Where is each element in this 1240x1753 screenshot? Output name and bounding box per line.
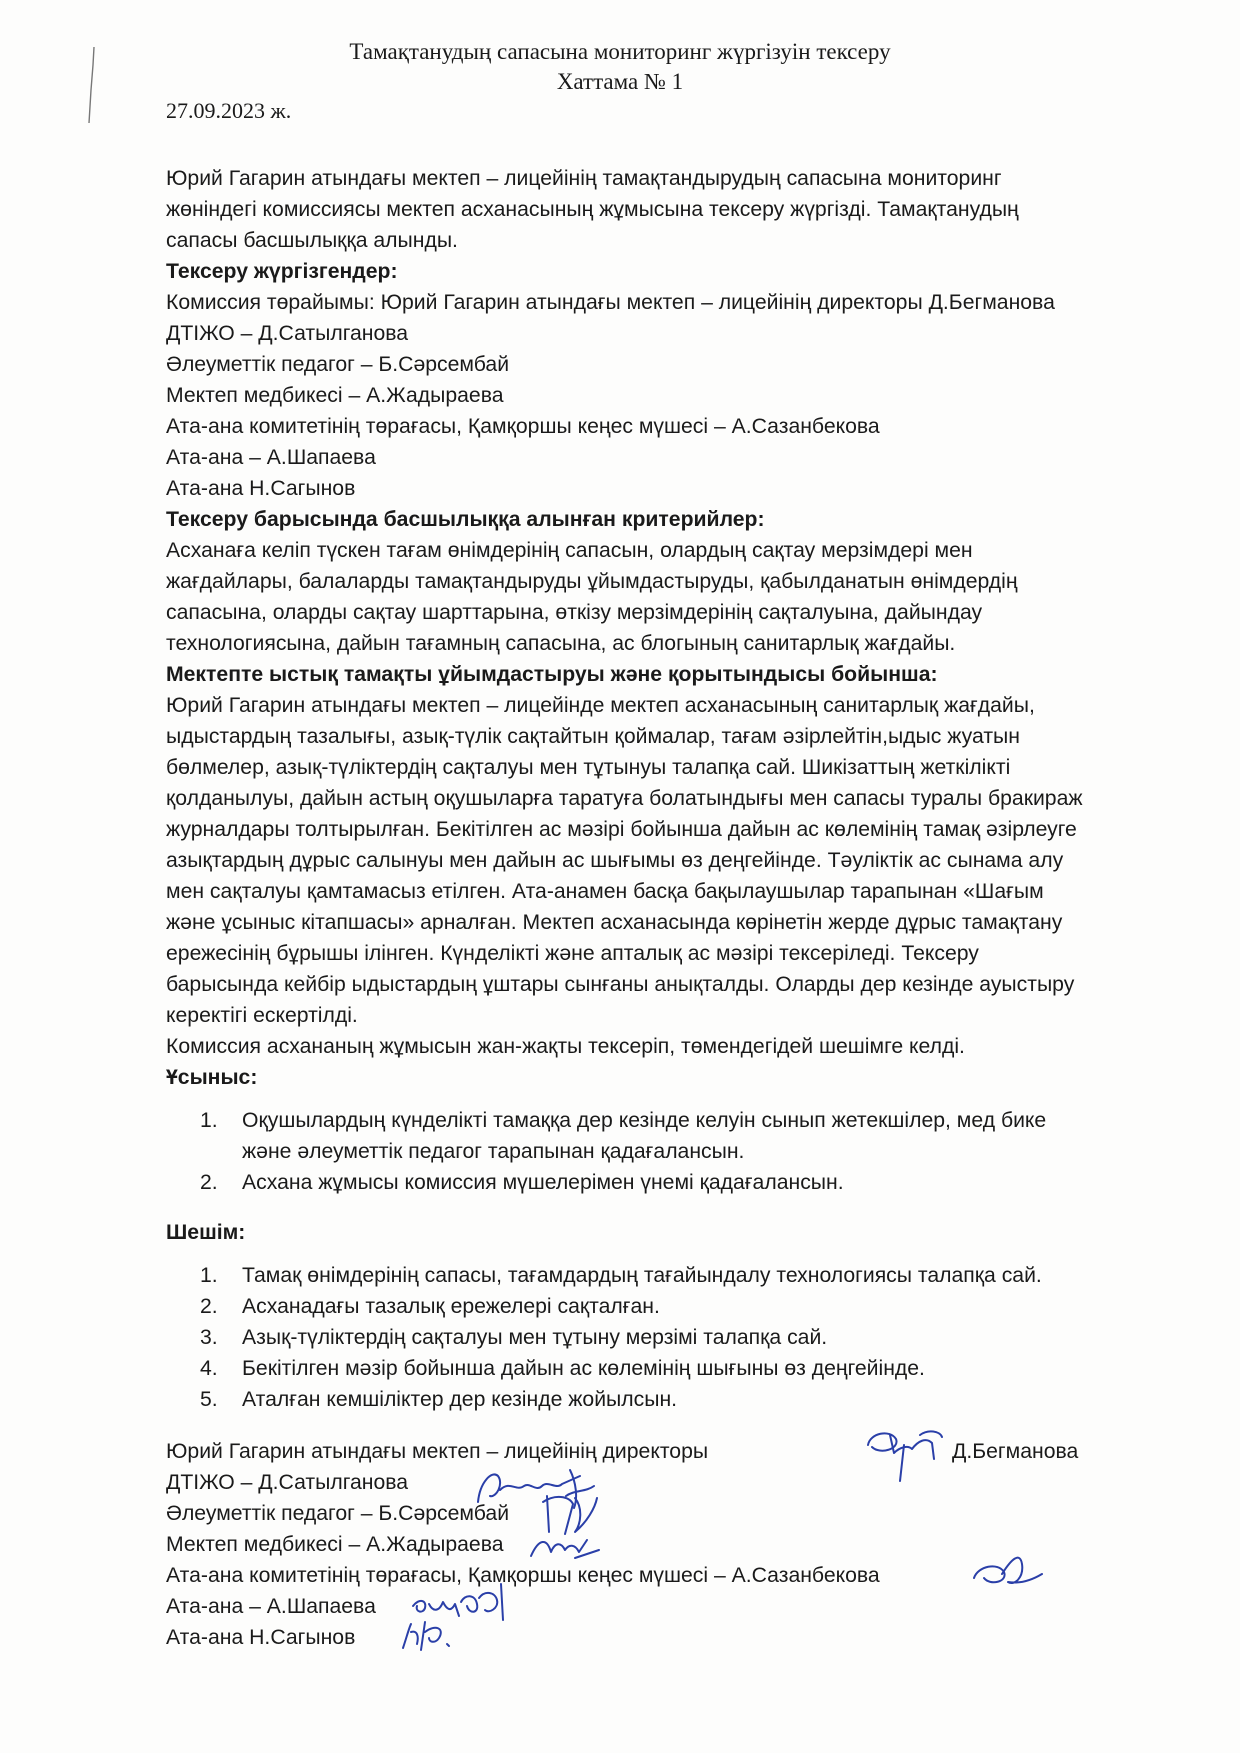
criteria-heading: Тексеру барысында басшылыққа алынған критерийлер: — [166, 508, 765, 531]
protocol-number: Хаттама № 1 — [556, 69, 684, 94]
signatory-line: Ата-ана Н.Сагынов — [166, 1626, 356, 1649]
intro-line: жөніндегі комиссиясы мектеп асханасының жұмысына тексеру жүргізді. Тамақтанудың — [166, 198, 1019, 221]
results-line: мен сақталуы қамтамасыз етілген. Ата-анамен басқа бақылаушылар тарапынан «Шағым — [166, 880, 1044, 903]
results-line: барысында кейбір ыдыстардың ұштары сынғаны анықталды. Оларды дер кезінде ауыстыру — [166, 973, 1075, 996]
list-text: Асханадағы тазалық ережелері сақталған. — [242, 1295, 660, 1318]
results-line: ыдыстардың тазалығы, азық-түлік сақтайтын қоймалар, тағам әзірлейтін,ыдыс жуатын — [166, 725, 1020, 748]
decision-item — [200, 1291, 660, 1322]
inspector-line: ДТІЖО – Д.Сатылганова — [166, 322, 409, 345]
decision-heading: Шешім: — [166, 1221, 246, 1244]
director-label: Юрий Гагарин атындағы мектеп – лицейінің директоры — [166, 1440, 709, 1463]
proposal-item — [200, 1167, 844, 1198]
signatory-line: Мектеп медбикесі – А.Жадыраева — [166, 1533, 504, 1556]
inspector-line: Ата-ана Н.Сагынов — [166, 477, 356, 500]
list-number: 2. — [200, 1171, 218, 1194]
director-name: Д.Бегманова — [952, 1440, 1079, 1463]
decision-item — [200, 1260, 1042, 1291]
inspector-line: Мектеп медбикесі – А.Жадыраева — [166, 384, 504, 407]
signatory-line: Әлеуметтік педагог – Б.Сәрсембай — [166, 1502, 510, 1525]
criteria-line: сапасына, оларды сақтау шарттарына, өткізу мерзімдерінің сақталуына, дайындау — [166, 601, 983, 624]
results-line: және ұсыныс кітапшасы» арналған. Мектеп асханасында көрінетін жерде дұрыс тамақтану — [166, 911, 1063, 934]
decision-item — [200, 1353, 925, 1384]
proposal-item-continuation: және әлеуметтік педагог тарапынан қадағалансын. — [242, 1140, 745, 1163]
inspector-line: Комиссия төрайымы: Юрий Гагарин атындағы мектеп – лицейінің директоры Д.Бегманова — [166, 291, 1055, 314]
list-text: Аталған кемшіліктер дер кезінде жойылсын. — [242, 1388, 678, 1411]
list-text: Оқушылардың күнделікті тамаққа дер кезінде келуін сынып жетекшілер, мед бике — [242, 1109, 1047, 1132]
criteria-line: Асханаға келіп түскен тағам өнімдерінің сапасын, олардың сақтау мерзімдері мен — [166, 539, 973, 562]
list-text: Тамақ өнімдерінің сапасы, тағамдардың тағайындалу технологиясы талапқа сай. — [242, 1264, 1042, 1287]
proposal-heading: Ұсыныс: — [166, 1066, 258, 1089]
intro-line: Юрий Гагарин атындағы мектеп – лицейінің тамақтандырудың сапасына мониторинг — [166, 167, 1002, 190]
inspector-line: Ата-ана – А.Шапаева — [166, 446, 376, 469]
signatory-line: Ата-ана комитетінің төрағасы, Қамқоршы кеңес мүшесі – А.Сазанбекова — [166, 1564, 880, 1587]
results-line: ережесінің бұрышы ілінген. Күнделікті және апталық ас мәзірі тексеріледі. Тексеру — [166, 942, 979, 965]
list-number: 2. — [200, 1295, 218, 1318]
intro-line: сапасы басшылыққа алынды. — [166, 229, 458, 252]
results-line: Комиссия асхананың жұмысын жан-жақты тексеріп, төмендегідей шешімге келді. — [166, 1035, 965, 1058]
results-line: қолданылуы, дайын астың оқушыларға таратуға болатындығы мен сапасы туралы бракираж — [166, 787, 1083, 810]
list-text: Азық-түліктердің сақталуы мен тұтыну мерзімі талапқа сай. — [242, 1326, 828, 1349]
document-date: 27.09.2023 ж. — [166, 98, 292, 123]
document-title: Тамақтанудың сапасына мониторинг жүргізуін тексеру — [349, 39, 891, 64]
list-number: 1. — [200, 1109, 218, 1132]
results-line: Юрий Гагарин атындағы мектеп – лицейінде мектеп асханасының санитарлық жағдайы, — [166, 694, 1035, 717]
list-number: 5. — [200, 1388, 218, 1411]
criteria-line: технологиясына, дайын тағамның сапасына, ас блогының санитарлық жағдайы. — [166, 632, 956, 655]
decision-item — [200, 1322, 827, 1353]
results-line: керектігі ескертілді. — [166, 1004, 358, 1027]
criteria-line: жағдайлары, балаларды тамақтандыруды ұйымдастыруды, қабылданатын өнімдердің — [166, 570, 1018, 593]
inspector-line: Ата-ана комитетінің төрағасы, Қамқоршы кеңес мүшесі – А.Сазанбекова — [166, 415, 880, 438]
list-text: Бекітілген мәзір бойынша дайын ас көлемінің шығыны өз деңгейінде. — [242, 1357, 925, 1380]
inspectors-heading: Тексеру жүргізгендер: — [166, 260, 398, 283]
results-line: азықтардың дұрыс салынуы мен дайын ас шығымы өз деңгейінде. Тәуліктік ас сынама алу — [166, 849, 1064, 872]
list-text: Асхана жұмысы комиссия мүшелерімен үнемі қадағалансын. — [242, 1171, 844, 1194]
list-number: 1. — [200, 1264, 218, 1287]
results-line: журналдары толтырылған. Бекітілген ас мәзірі бойынша дайын ас көлемінің тамақ әзірлеуге — [166, 818, 1077, 841]
signatory-line: Ата-ана – А.Шапаева — [166, 1595, 376, 1618]
decision-item — [200, 1384, 677, 1415]
list-number: 4. — [200, 1357, 218, 1380]
proposal-item — [200, 1105, 1046, 1136]
signatory-line: ДТІЖО – Д.Сатылганова — [166, 1471, 409, 1494]
list-number: 3. — [200, 1326, 218, 1349]
results-heading: Мектепте ыстық тамақты ұйымдастыруы және қорытындысы бойынша: — [166, 663, 938, 686]
inspector-line: Әлеуметтік педагог – Б.Сәрсембай — [166, 353, 510, 376]
results-line: бөлмелер, азық-түліктердің сақталуы мен тұтынуы талапқа сай. Шикізаттың жеткілікті — [166, 756, 1011, 779]
